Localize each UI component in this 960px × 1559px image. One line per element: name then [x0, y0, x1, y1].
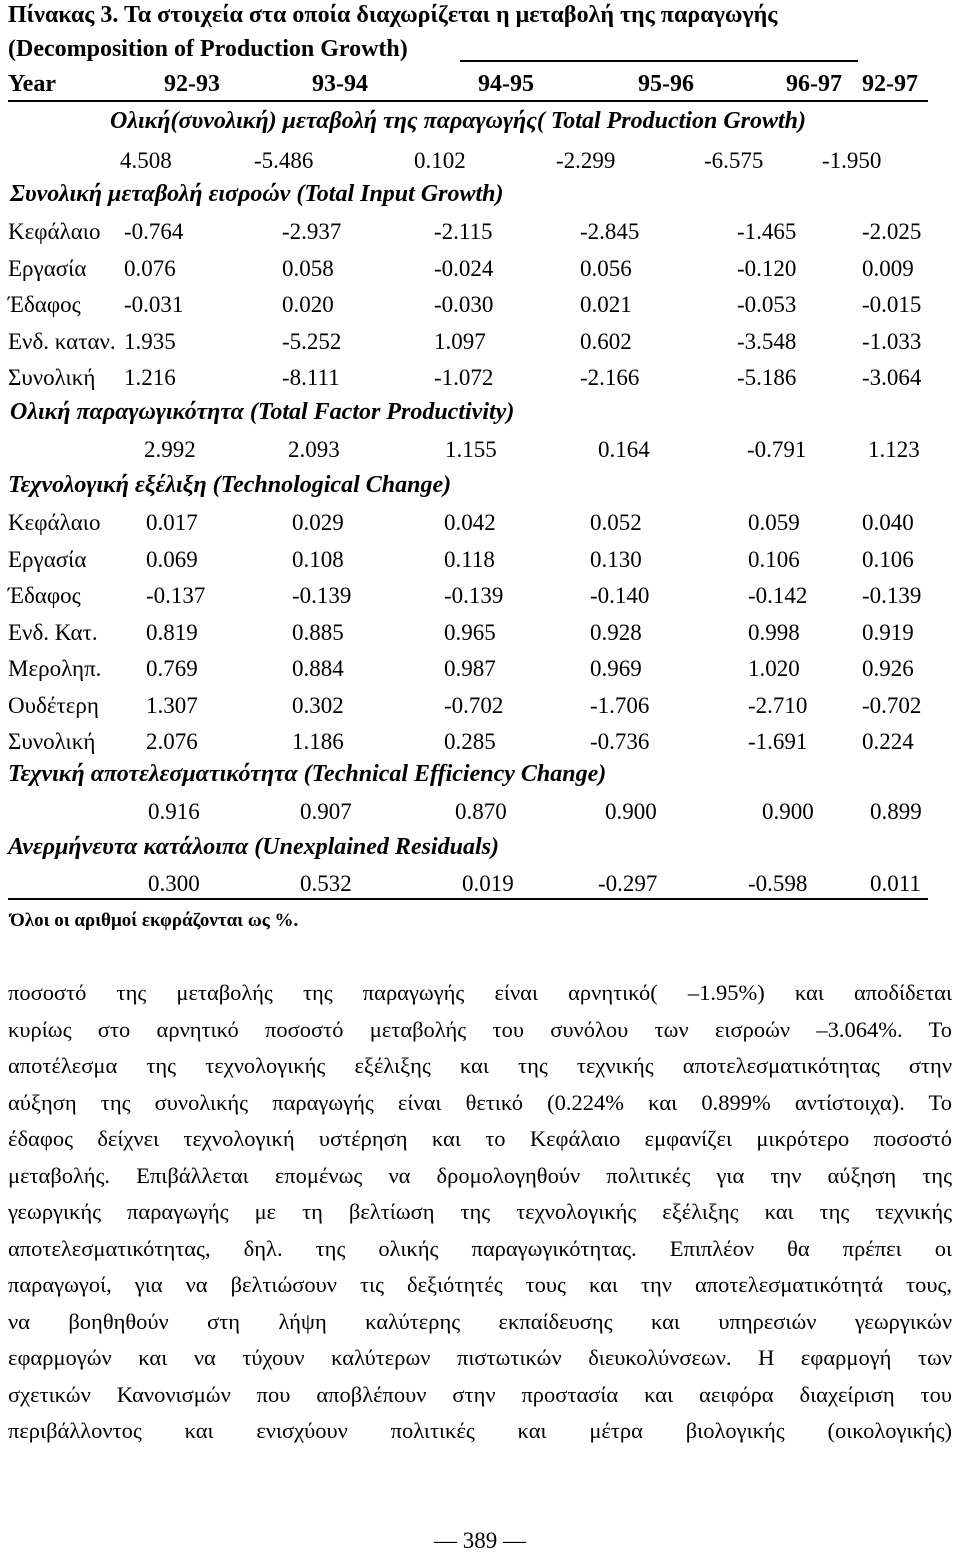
row-label: Ενδ. Κατ.: [8, 619, 98, 645]
page-number-dash-left: —: [434, 1528, 463, 1553]
cell-value: 0.302: [292, 692, 344, 718]
cell-value: -0.120: [737, 255, 797, 281]
cell-value: 0.102: [414, 148, 466, 173]
year-col-5: 96-97: [786, 71, 842, 97]
cell-value: -0.142: [748, 583, 808, 608]
cell-value: 0.019: [462, 871, 514, 896]
cell-value: 1.935: [124, 328, 176, 354]
table-row: [0, 255, 960, 283]
paragraph-line: αποτέλεσμα της τεχνολογικής εξέλιξης και της τεχνικής αποτελεσματικότητας στην: [8, 1053, 952, 1078]
section-heading-tech-change: Τεχνολογική εξέλιξη (Technological Change): [8, 472, 452, 498]
cell-value: 0.130: [590, 546, 642, 572]
cell-value: 1.020: [748, 656, 800, 681]
cell-value: -0.139: [292, 583, 352, 608]
cell-value: -0.297: [598, 871, 658, 896]
cell-value: -1.950: [822, 148, 882, 173]
cell-value: -5.186: [737, 365, 797, 390]
paragraph-line: μεταβολής. Επιβάλλεται επομένως να δρομολογηθούν πολιτικές για την αύξηση της: [8, 1162, 952, 1188]
cell-value: 0.009: [862, 255, 914, 281]
table-row: [0, 582, 960, 610]
year-label: Year: [8, 71, 56, 97]
cell-value: -0.139: [862, 583, 922, 608]
cell-value: 0.885: [292, 619, 344, 645]
cell-value: 0.056: [580, 255, 632, 281]
cell-value: 0.118: [444, 546, 495, 572]
cell-value: 0.106: [748, 546, 800, 572]
cell-value: 0.108: [292, 546, 344, 572]
cell-value: 1.097: [434, 328, 486, 354]
cell-value: 0.106: [862, 546, 914, 572]
cell-value: 0.900: [762, 799, 814, 824]
cell-value: -0.015: [862, 292, 922, 317]
cell-value: 0.164: [598, 437, 650, 462]
cell-value: -1.691: [748, 729, 808, 754]
row-label: Συνολική: [8, 729, 96, 754]
cell-value: 1.186: [292, 729, 344, 754]
table-row: [0, 328, 960, 356]
cell-value: -0.053: [737, 292, 797, 317]
cell-value: 0.058: [282, 255, 334, 281]
year-header-row: [8, 70, 928, 102]
cell-value: -2.299: [556, 148, 616, 173]
row-label: Κεφάλαιο: [8, 510, 101, 535]
row-label: Ουδέτερη: [8, 692, 99, 718]
cell-value: -1.465: [737, 219, 797, 244]
cell-value: 0.059: [748, 510, 800, 535]
year-col-6: 92-97: [862, 71, 918, 97]
table-row: [0, 364, 960, 392]
cell-value: -8.111: [282, 365, 340, 390]
year-col-4: 95-96: [638, 71, 694, 97]
row-label: Έδαφος: [8, 583, 81, 608]
table-row: [0, 509, 960, 537]
paragraph-line: κυρίως στο αρνητικό ποσοστό μεταβολής του συνόλου των εισροών –3.064%. Το: [8, 1016, 952, 1042]
cell-value: -2.710: [748, 692, 808, 718]
cell-value: -0.139: [444, 583, 504, 608]
row-label: Μεροληπ.: [8, 656, 102, 681]
cell-value: -1.072: [434, 365, 494, 390]
cell-value: 2.992: [144, 437, 196, 462]
year-col-3: 94-95: [478, 71, 534, 97]
cell-value: 1.123: [868, 437, 920, 462]
cell-value: -3.548: [737, 328, 797, 354]
cell-value: 0.987: [444, 656, 496, 681]
row-label: Ενδ. καταν.: [8, 328, 116, 354]
cell-value: 0.069: [146, 546, 198, 572]
cell-value: 2.076: [146, 729, 198, 754]
cell-value: -0.736: [590, 729, 650, 754]
paragraph-line: περιβάλλοντος και ενισχύουν πολιτικές και μέτρα βιολογικής (οικολογικής): [8, 1418, 952, 1443]
cell-value: 0.998: [748, 619, 800, 645]
table-row: [0, 655, 960, 683]
table-row: [0, 218, 960, 246]
cell-value: 0.052: [590, 510, 642, 535]
year-col-1: 92-93: [164, 71, 220, 97]
page-number: [0, 1528, 960, 1554]
cell-value: -5.252: [282, 328, 342, 354]
table-row: [0, 798, 960, 826]
cell-value: 0.969: [590, 656, 642, 681]
cell-value: 0.907: [300, 799, 352, 824]
paragraph-line: γεωργικής παραγωγής με τη βελτίωση της τεχνολογικής εξέλιξης και της τεχνικής: [8, 1199, 952, 1224]
row-label: Συνολική: [8, 365, 96, 390]
table-row: [0, 436, 960, 464]
cell-value: -0.702: [862, 692, 922, 718]
table-title-line2: [8, 35, 858, 63]
section-heading-residuals: Ανερμήνευτα κατάλοιπα (Unexplained Residuals): [8, 834, 499, 860]
cell-value: -0.702: [444, 692, 504, 718]
cell-value: 1.307: [146, 692, 198, 718]
table-row: [0, 546, 960, 574]
cell-value: -5.486: [254, 148, 314, 173]
cell-value: 0.602: [580, 328, 632, 354]
title-underline: [460, 60, 858, 62]
cell-value: -2.025: [862, 219, 922, 244]
cell-value: 0.926: [862, 656, 914, 681]
paragraph-line: αύξηση της συνολικής παραγωγής είναι θετικό (0.224% και 0.899% αντίστοιχα). Το: [8, 1089, 952, 1115]
paragraph-line: έδαφος δείχνει τεχνολογική υστέρηση και το Κεφάλαιο εμφανίζει μικρότερο ποσοστό: [8, 1126, 952, 1151]
cell-value: -6.575: [704, 148, 764, 173]
cell-value: 0.900: [605, 799, 657, 824]
year-col-2: 93-94: [312, 71, 368, 97]
cell-value: -2.166: [580, 365, 640, 390]
table-row: [0, 728, 960, 756]
cell-value: 0.916: [148, 799, 200, 824]
page-number-dash-right: —: [497, 1528, 526, 1553]
cell-value: 1.155: [445, 437, 497, 462]
cell-value: 0.021: [580, 292, 632, 317]
cell-value: 0.919: [862, 619, 914, 645]
cell-value: 0.532: [300, 871, 352, 896]
cell-value: 0.300: [148, 871, 200, 896]
table-row: [0, 147, 960, 175]
cell-value: 0.928: [590, 619, 642, 645]
cell-value: 0.870: [455, 799, 507, 824]
section-heading-input-growth: Συνολική μεταβολή εισροών (Total Input Growth): [10, 181, 504, 207]
cell-value: 0.769: [146, 656, 198, 681]
section-heading-tech-efficiency: Τεχνική αποτελεσματικότητα (Technical Efficiency Change): [8, 761, 607, 787]
table-title-line1: Πίνακας 3. Τα στοιχεία στα οποία διαχωρίζεται η μεταβολή της παραγωγής: [8, 2, 778, 28]
page-number-value: 389: [462, 1528, 498, 1553]
cell-value: 0.017: [146, 510, 198, 535]
cell-value: 0.029: [292, 510, 344, 535]
cell-value: 0.899: [870, 799, 922, 824]
paragraph-line: αποτελεσματικότητας, δηλ. της ολικής παραγωγικότητας. Επιπλέον θα πρέπει οι: [8, 1235, 952, 1261]
cell-value: 0.285: [444, 729, 496, 754]
cell-value: -1.033: [862, 328, 922, 354]
cell-value: -0.140: [590, 583, 650, 608]
cell-value: -0.030: [434, 292, 494, 317]
cell-value: 0.076: [124, 255, 176, 281]
cell-value: 1.216: [124, 365, 176, 390]
cell-value: 0.884: [292, 656, 344, 681]
paragraph-line: εφαρμογών και να τύχουν καλύτερων πιστωτικών διευκολύνσεων. Η εφαρμογή των: [8, 1345, 952, 1370]
table-row: [0, 692, 960, 720]
cell-value: 0.020: [282, 292, 334, 317]
table-row: [8, 870, 928, 900]
cell-value: -0.031: [124, 292, 184, 317]
table-row: [0, 291, 960, 319]
paragraph-line: να βοηθηθούν στη λήψη καλύτερης εκπαίδευσης και υπηρεσιών γεωργικών: [8, 1308, 952, 1334]
cell-value: -0.024: [434, 255, 494, 281]
cell-value: -0.764: [124, 219, 184, 244]
paragraph-line: ποσοστό της μεταβολής της παραγωγής είναι αρνητικό( –1.95%) και αποδίδεται: [8, 980, 952, 1005]
cell-value: -2.845: [580, 219, 640, 244]
cell-value: 0.819: [146, 619, 198, 645]
row-label: Εργασία: [8, 255, 87, 281]
section-heading-tfp: Ολική παραγωγικότητα (Total Factor Productivity): [10, 399, 515, 425]
cell-value: 0.965: [444, 619, 496, 645]
table-title-line2-text: (Decomposition of Production Growth): [8, 36, 408, 62]
cell-value: -3.064: [862, 365, 922, 390]
cell-value: -0.137: [146, 583, 206, 608]
cell-value: -2.937: [282, 219, 342, 244]
table-footnote: Όλοι οι αριθμοί εκφράζονται ως %.: [10, 910, 299, 931]
cell-value: 4.508: [120, 148, 172, 173]
body-paragraph: [8, 975, 952, 1450]
paragraph-line: σχετικών Κανονισμών που αποβλέπουν στην προστασία και αειφόρα διαχείριση του: [8, 1381, 952, 1407]
section-heading-total-production: Ολική(συνολική) μεταβολή της παραγωγής( Total Production Growth): [110, 108, 806, 134]
row-label: Έδαφος: [8, 292, 81, 317]
paragraph-line: παραγωγοί, για να βελτιώσουν τις δεξιότητές τους και την αποτελεσματικότητά τους,: [8, 1272, 952, 1297]
table-row: [0, 619, 960, 647]
cell-value: 0.224: [862, 729, 914, 754]
cell-value: -2.115: [434, 219, 493, 244]
cell-value: 0.042: [444, 510, 496, 535]
row-label: Κεφάλαιο: [8, 219, 101, 244]
cell-value: 0.040: [862, 510, 914, 535]
cell-value: -0.598: [748, 871, 808, 896]
cell-value: 0.011: [870, 871, 921, 896]
cell-value: 2.093: [288, 437, 340, 462]
cell-value: -0.791: [747, 437, 807, 462]
row-label: Εργασία: [8, 546, 87, 572]
cell-value: -1.706: [590, 692, 650, 718]
